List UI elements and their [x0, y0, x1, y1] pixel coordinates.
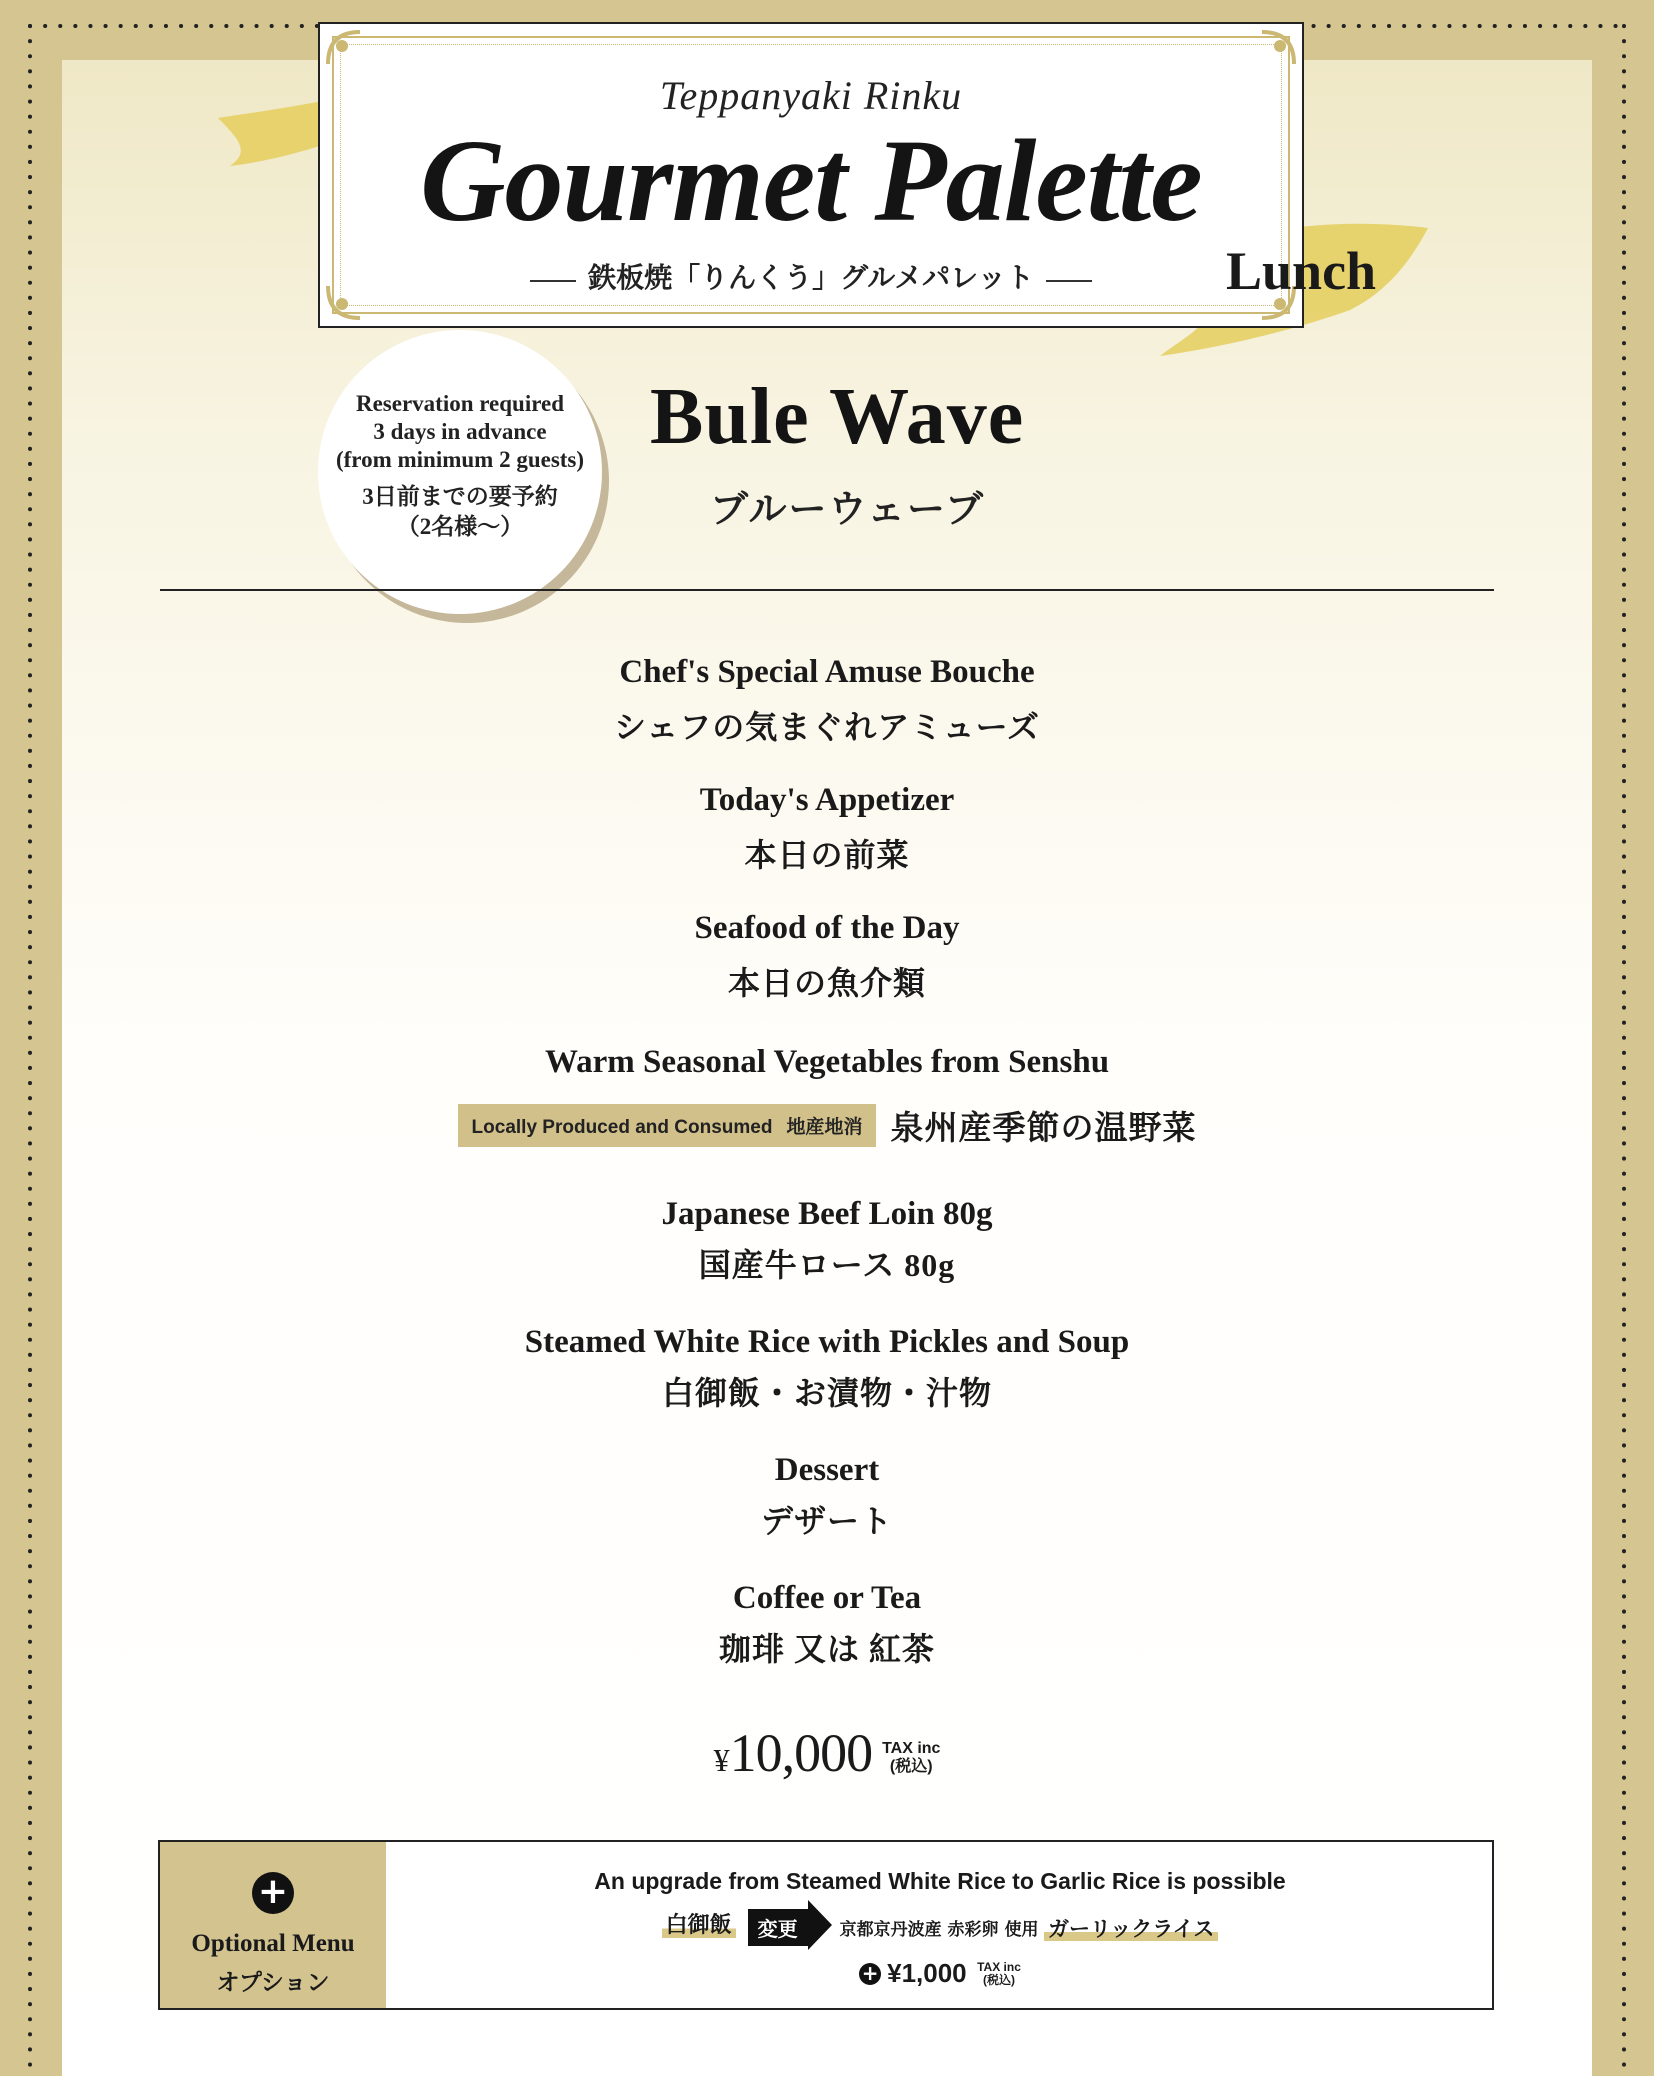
upgrade-price: [386, 1958, 1494, 1989]
menu-item-en: Dessert: [774, 1452, 880, 1488]
title-box: [318, 22, 1304, 328]
menu-item-jp: 珈琲 又は 紅茶: [718, 1631, 935, 1667]
tax-note: TAX inc (税込): [882, 1740, 941, 1775]
corner-ornament-icon: [326, 30, 362, 66]
currency-symbol: ¥: [713, 1742, 730, 1778]
menu-item-jp-row: [0, 1102, 1654, 1148]
menu-item-en: Warm Seasonal Vegetables from Senshu: [544, 1044, 1110, 1080]
origin-note: 京都京丹波産 赤彩卵 使用: [839, 1920, 1039, 1940]
menu-item-jp: 白御飯・お漬物・汁物: [661, 1375, 992, 1411]
menu-item-jp: 本日の魚介類: [727, 965, 926, 1001]
plus-icon: +: [252, 1872, 294, 1914]
tax-note: TAX inc (税込): [977, 1959, 1021, 1987]
menu-item-en: Seafood of the Day: [694, 910, 960, 946]
local-badge: Locally Produced and Consumed 地産地消: [458, 1104, 877, 1147]
upgrade-price-amount: ¥1,000: [887, 1958, 967, 1988]
change-arrow: 変更: [748, 1909, 808, 1946]
restaurant-name: Teppanyaki Rinku: [659, 73, 963, 118]
menu-item-en: Today's Appetizer: [699, 782, 955, 818]
price-amount: 10,000: [729, 1723, 873, 1783]
menu-item-en: Japanese Beef Loin 80g: [661, 1196, 993, 1232]
menu-item-jp: 泉州産季節の温野菜: [890, 1111, 1197, 1147]
reservation-line: Reservation required: [355, 391, 565, 416]
reservation-line: 3 days in advance: [373, 419, 547, 444]
menu-item-jp: 国産牛ロース 80g: [698, 1247, 956, 1283]
upgrade-detail: [386, 1908, 1494, 1946]
course-name: Bule Wave: [650, 373, 1025, 461]
course-name-jp: ブルーウェーブ: [710, 489, 986, 531]
course-price: [0, 1722, 1654, 1784]
menu-item-jp: シェフの気まぐれアミューズ: [613, 709, 1041, 745]
meal-label: Lunch: [1226, 241, 1377, 301]
plus-icon: +: [859, 1963, 881, 1985]
reservation-badge: [318, 330, 602, 614]
from-item: 白御飯: [662, 1913, 736, 1938]
menu-item-jp: 本日の前菜: [744, 837, 910, 873]
divider: [160, 589, 1494, 591]
jp-title: 鉄板焼「りんくう」グルメパレット: [320, 256, 1302, 296]
page-title: Gourmet Palette: [420, 115, 1202, 246]
to-item: ガーリックライス: [1044, 1917, 1218, 1941]
corner-ornament-icon: [1260, 30, 1296, 66]
menu-item-en: Chef's Special Amuse Bouche: [619, 654, 1035, 690]
reservation-line-jp: （2名様〜）: [396, 514, 524, 539]
reservation-line-jp: 3日前までの要予約: [362, 484, 558, 509]
menu-item-en: Coffee or Tea: [732, 1580, 922, 1616]
optional-menu-en: Optional Menu: [191, 1930, 355, 1957]
menu-item-en: Steamed White Rice with Pickles and Soup: [524, 1324, 1130, 1360]
upgrade-headline: An upgrade from Steamed White Rice to Garlic Rice is possible: [594, 1868, 1286, 1894]
menu-item-jp: デザート: [760, 1503, 893, 1539]
optional-menu-box: [158, 1840, 1494, 2010]
optional-menu-jp: オプション: [216, 1970, 330, 1995]
reservation-line: (from minimum 2 guests): [335, 447, 585, 472]
optional-menu-label: [160, 1842, 386, 2008]
